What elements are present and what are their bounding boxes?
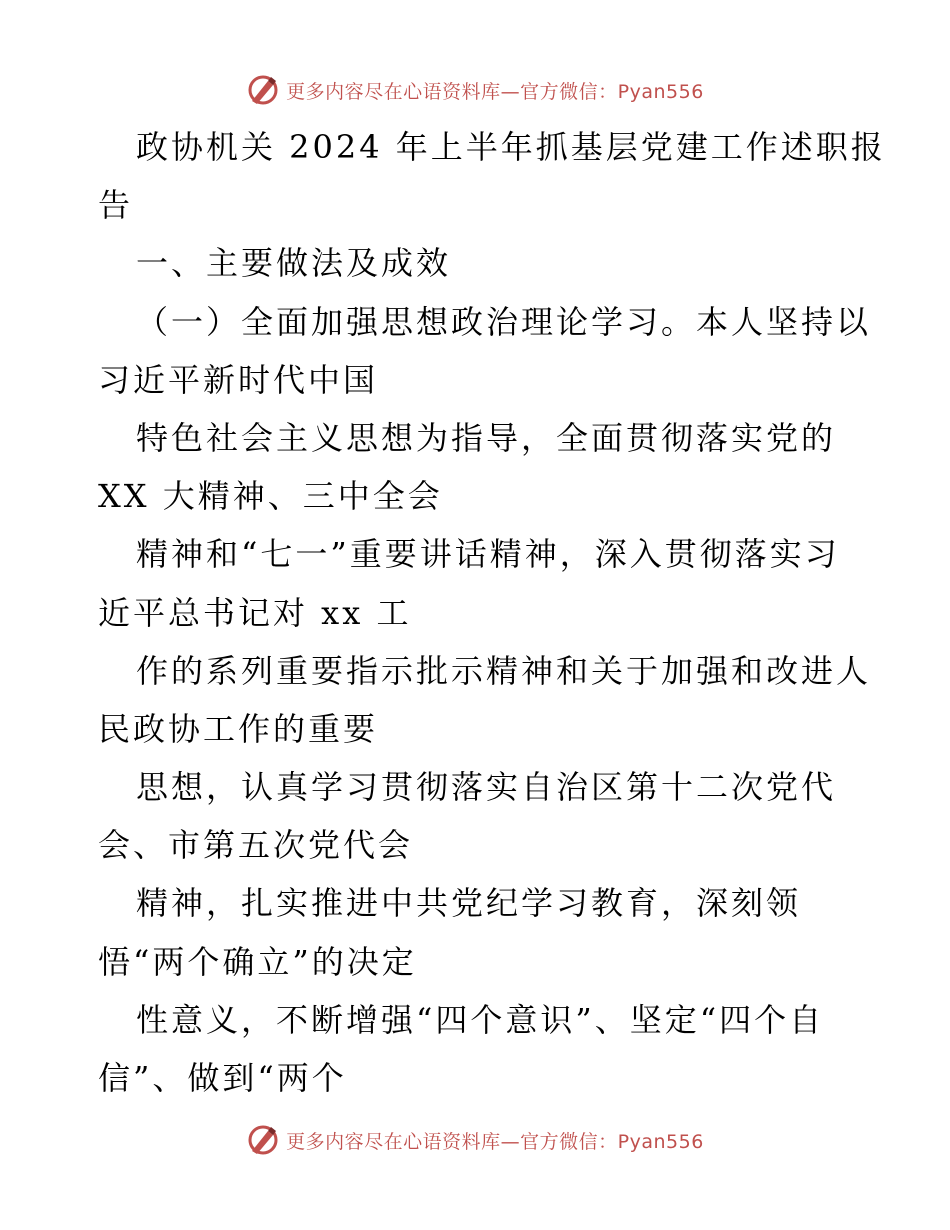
paragraph-line: 悟“两个确立”的决定 [98, 942, 417, 981]
paragraph-line: XX 大精神、三中全会 [98, 477, 443, 516]
paragraph-line: 作的系列重要指示批示精神和关于加强和改进人 [136, 651, 872, 690]
section-heading: 一、主要做法及成效 [136, 244, 452, 283]
paragraph-line: 性意义，不断增强“四个意识”、坚定“四个自 [136, 1000, 825, 1039]
paragraph-line: 思想，认真学习贯彻落实自治区第十二次党代 [136, 768, 837, 807]
banner-text: 更多内容尽在心语资料库—官方微信：Pyan556 [286, 80, 704, 103]
paragraph-line: 精神，扎实推进中共党纪学习教育，深刻领 [136, 884, 802, 923]
pen-logo-icon [246, 73, 280, 107]
paragraph-line: 精神和“七一”重要讲话精神，深入贯彻落实习 [136, 535, 840, 574]
paragraph-line: 近平总书记对 xx 工 [98, 593, 412, 632]
banner-text: 更多内容尽在心语资料库—官方微信：Pyan556 [286, 1130, 704, 1153]
paragraph-line: 信”、做到“两个 [98, 1059, 347, 1097]
document-body [98, 118, 886, 1107]
title-line-1: 政协机关 2024 年上半年抓基层党建工作述职报 [136, 128, 886, 166]
pen-logo-icon [246, 1123, 280, 1157]
header-banner [0, 70, 950, 110]
paragraph-line: 会、市第五次党代会 [98, 826, 414, 865]
paragraph-line: 习近平新时代中国 [98, 360, 379, 399]
paragraph-line: （一）全面加强思想政治理论学习。本人坚持以 [136, 302, 872, 341]
paragraph-line: 特色社会主义思想为指导，全面贯彻落实党的 [136, 418, 837, 457]
title-line-2: 告 [98, 186, 134, 225]
footer-banner [0, 1120, 950, 1160]
paragraph-line: 民政协工作的重要 [98, 709, 379, 748]
